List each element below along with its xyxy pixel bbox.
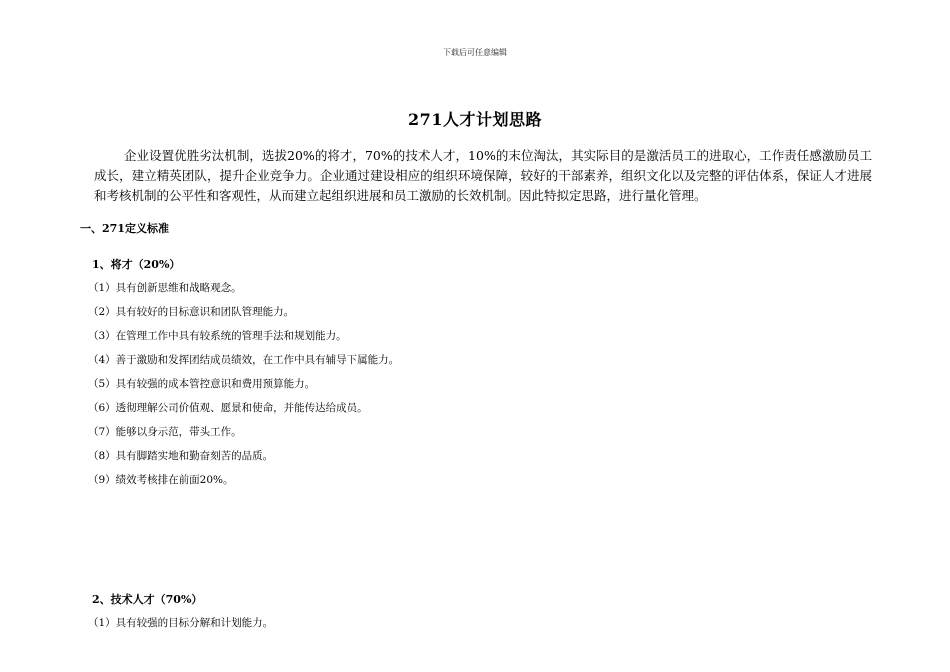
page-title: 271人才计划思路 — [408, 110, 542, 129]
intro-paragraph: 企业设置优胜劣汰机制，选拔20%的将才，70%的技术人才，10%的末位淘汰，其实际目的是激活员工的进取心，工作责任感激励员工成长，建立精英团队，提升企业竞争力。企业通过建设相应的组织环境保障，较好的干部素养，组织文化以及完整的评估体系，保证人才进展和考核机制的公平性和客观性，从而建立起组织进展和员工激励的长效机制。因此特拟定思路，进行量化管理。 — [94, 148, 872, 203]
list-item: （5）具有较强的成本管控意识和费用预算能力。 — [88, 378, 316, 390]
list-item: （4）善于激励和发挥团结成员绩效，在工作中具有辅导下属能力。 — [88, 354, 400, 366]
list-item: （3）在管理工作中具有较系统的管理手法和规划能力。 — [88, 330, 347, 342]
list-item: （1）具有较强的目标分解和计划能力。 — [88, 617, 274, 629]
list-item: （7）能够以身示范，带头工作。 — [88, 426, 242, 438]
list-item: （8）具有脚踏实地和勤奋刻苦的品质。 — [88, 450, 274, 462]
sub-heading-general: 1、将才（20%） — [92, 258, 181, 271]
sub-heading-technical: 2、技术人才（70%） — [92, 593, 203, 606]
list-item: （6）透彻理解公司价值观、愿景和使命，并能传达给成员。 — [88, 402, 368, 414]
list-item: （9）绩效考核排在前面20%。 — [88, 474, 234, 486]
header-note: 下载后可任意编辑 — [443, 48, 507, 57]
list-item: （1）具有创新思维和战略观念。 — [88, 282, 242, 294]
list-item: （2）具有较好的目标意识和团队管理能力。 — [88, 306, 295, 318]
section-heading-definition: 一、271定义标准 — [80, 222, 169, 235]
